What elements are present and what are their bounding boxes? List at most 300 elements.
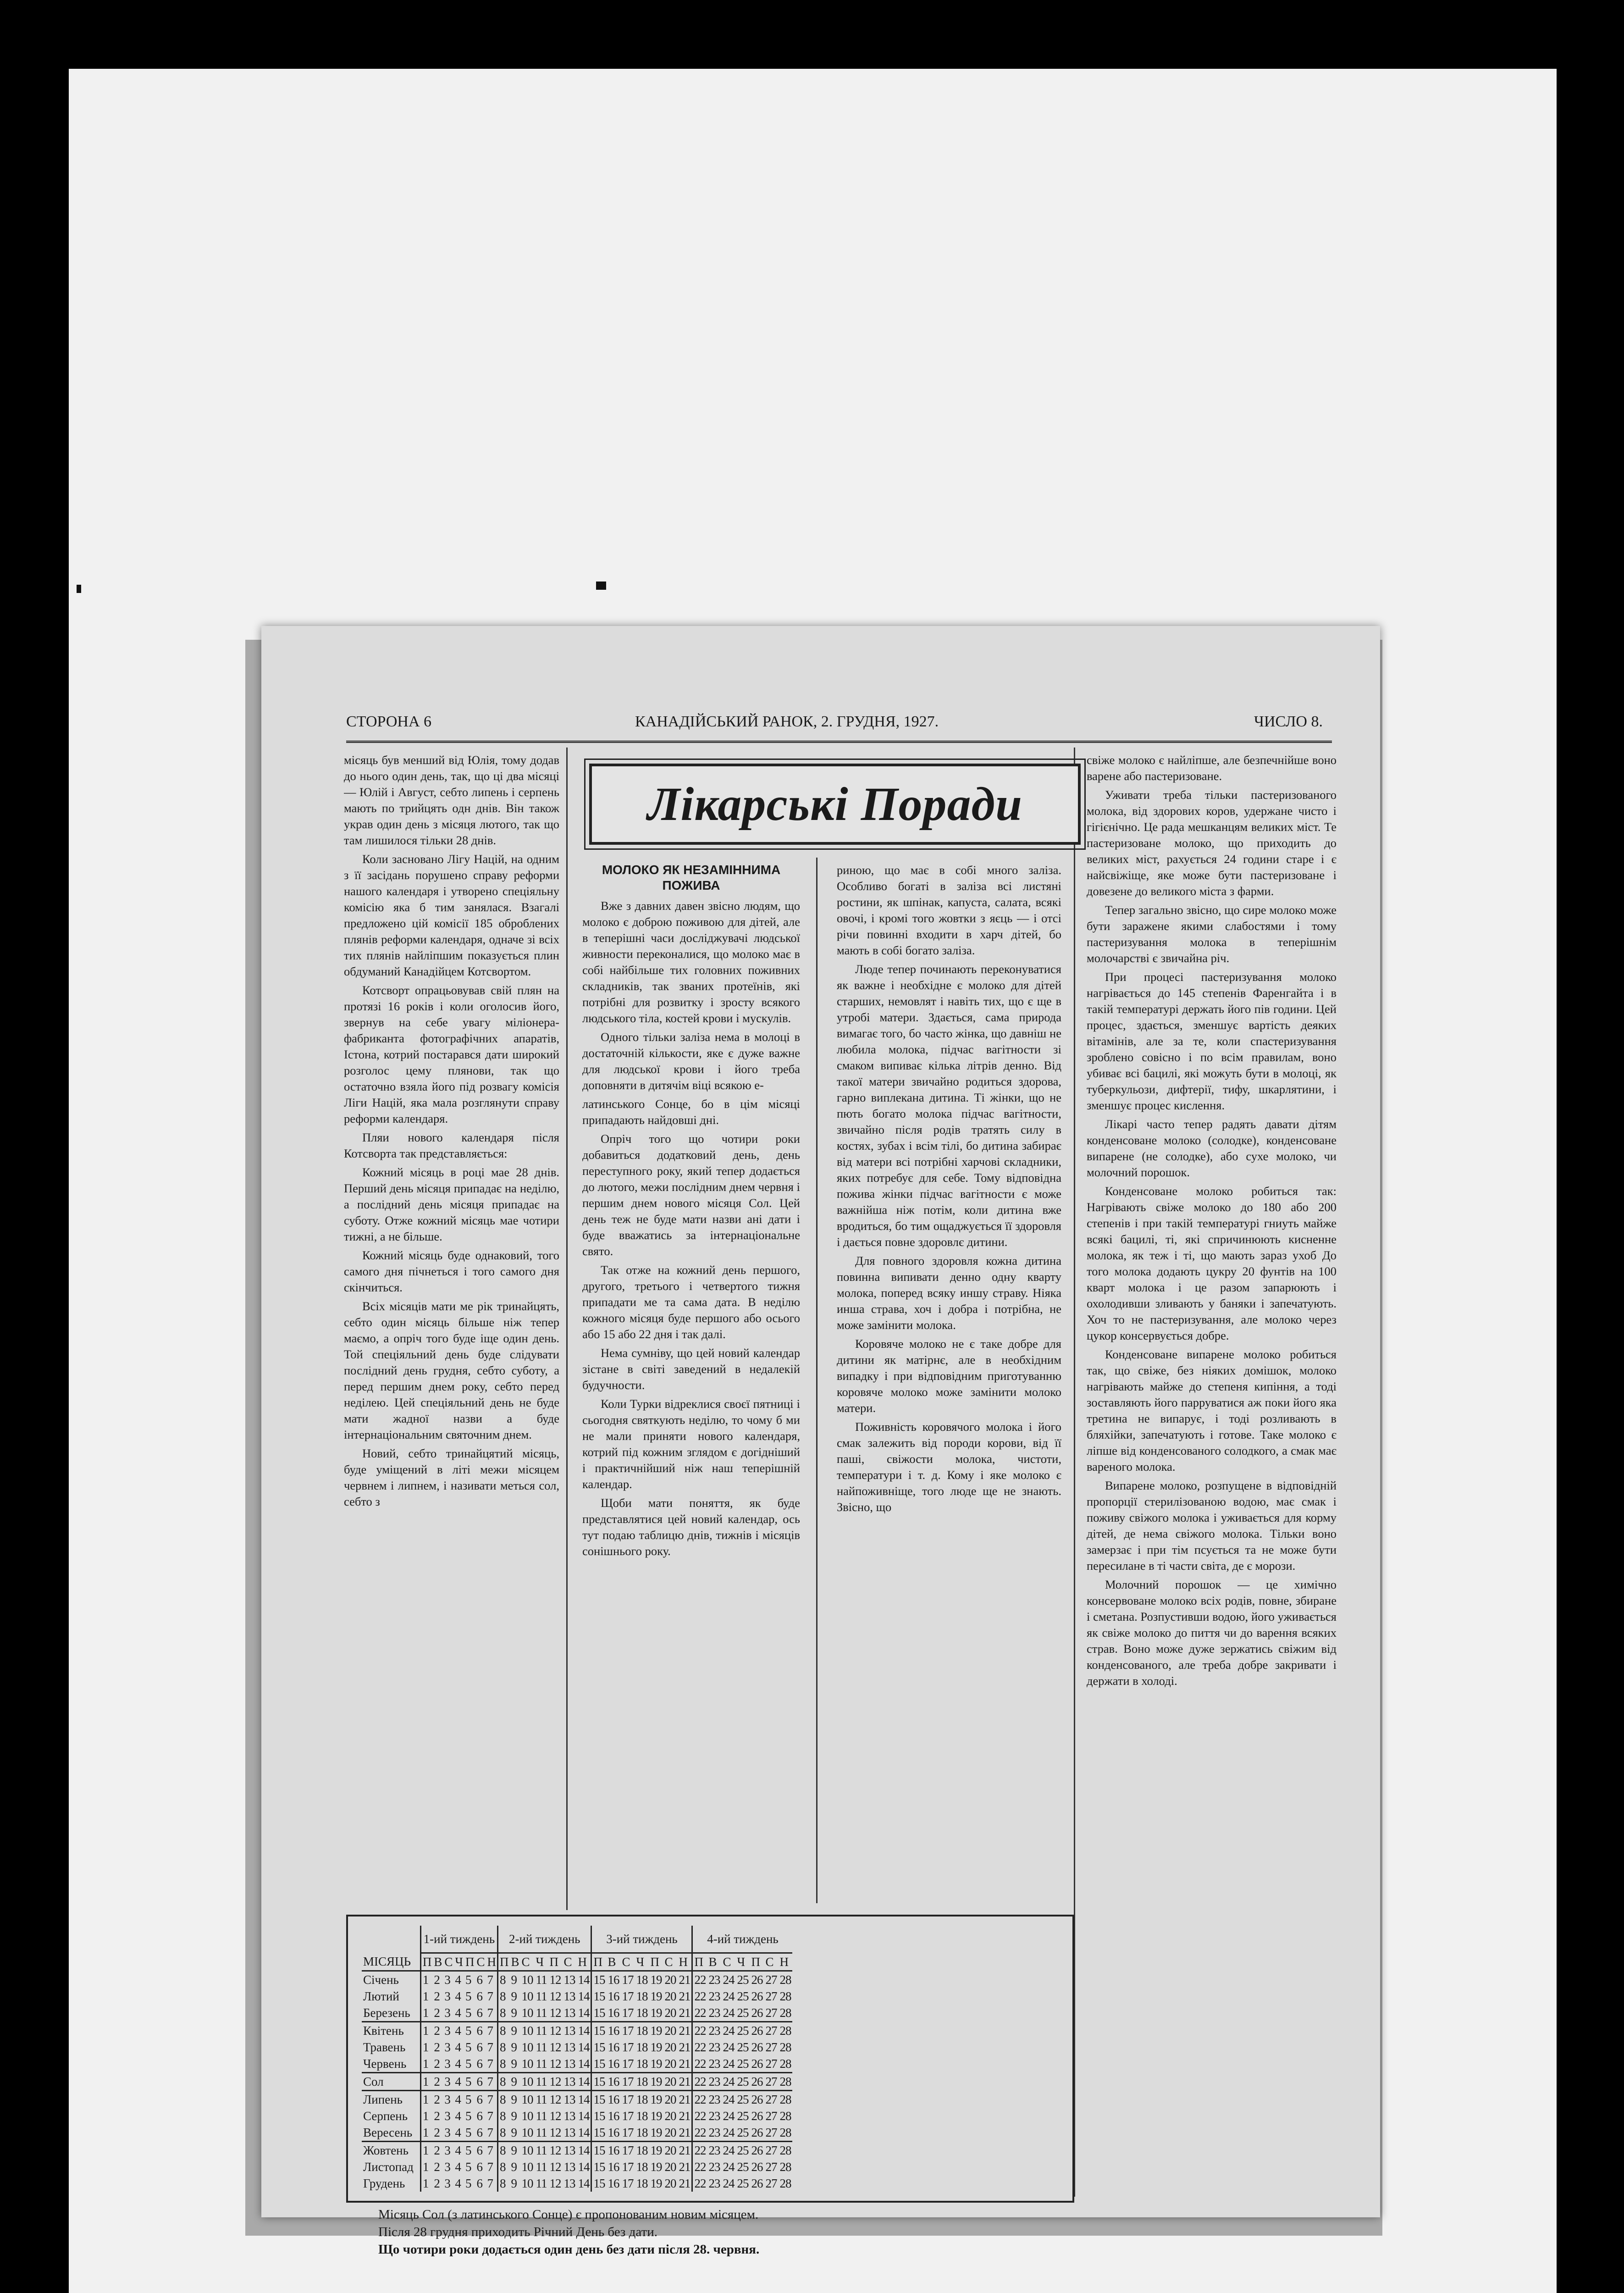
day-letter: Ч — [636, 1955, 644, 1969]
day-number: 5 — [464, 2022, 475, 2039]
day-number: 17 — [622, 2040, 634, 2054]
paragraph: Новий, себто тринайцятий місяць, буде умiщений в літі межи місяцем червнем і липнем, і називати меться сол, себто з — [344, 1446, 559, 1508]
day-number: 1 — [420, 2022, 432, 2039]
day-number: 7 — [486, 2022, 497, 2039]
day-number: 19 — [650, 1989, 662, 2003]
day-number: 23 — [708, 2040, 720, 2054]
day-number: 13 — [563, 2109, 575, 2123]
day-number: 20 — [663, 1971, 677, 1988]
day-number: 11 — [534, 2022, 548, 2039]
day-number: 28 — [778, 2022, 792, 2039]
day-number: 21 — [679, 1989, 690, 2003]
paragraph: Конденсоване випарене молоко робиться так, що свіже, без ніяких домішок, молоко нагрівають майже до степеня кипіння, а тоді зоставляють його парруватися аж поки його яка третина не випарує, і тоді розливають в бляхійки, запечатують і готове. Таке молоко є ліпше від конденсованого солодкого, а смак має вареного молока. — [1087, 1347, 1337, 1473]
day-number: 8 — [497, 2022, 509, 2039]
day-number: 17 — [620, 2022, 635, 2039]
month-name: Січень — [362, 1971, 420, 1988]
month-name: Травень — [363, 2040, 406, 2054]
day-number: 26 — [751, 2160, 763, 2174]
calendar-table — [362, 1926, 792, 2192]
film-speck — [596, 582, 606, 590]
month-name: Листопад — [363, 2160, 414, 2174]
paragraph: Люде тепер починають переконуватися як важне і необхідне є молоко для дітей старших, немовлят і навіть тих, що є ще в утробі матери. Здається, сама природа вимагає того, бо часто жінка, що давніш не любила молока, підчас вагітности зі смаком випиває кілька літрів денно. Від такої матери звичайно родиться здорова, гарно виплекана дитина. Ті жінки, що не пють богато молока підчас вагітности, звичайно після родів тратять силу в костях, зубах і всім тілі, бо дитина забирає від матери всі потрібні харчові складники, яких потребує для себе. Тому відповідна пожива жінки підчас вагітности є може важнійша ніж потім, коли дитина вже вродиться, бо тим ощаджується її здоровля і дається повне здоровлє дитини. — [837, 962, 1061, 1249]
day-number: 15 — [591, 1988, 607, 2005]
day-number: 4 — [455, 2056, 461, 2071]
day-number: 18 — [635, 2142, 649, 2159]
day-letter: Н — [779, 1955, 788, 1969]
month-name: Березень — [363, 2005, 410, 2020]
day-number: 8 — [497, 2124, 509, 2142]
day-number: 1 — [420, 2108, 432, 2124]
day-number: 11 — [536, 2005, 547, 2020]
day-number: 22 — [692, 2175, 707, 2192]
month-row — [362, 2039, 792, 2055]
day-number: 26 — [750, 2091, 764, 2108]
month-row — [362, 1971, 792, 1988]
day-number: 28 — [779, 2176, 791, 2190]
day-number: 1 — [420, 2159, 432, 2175]
day-number: 16 — [606, 2142, 620, 2159]
day-number: 2 — [432, 2073, 443, 2091]
day-number: 16 — [608, 2160, 619, 2174]
day-number: 28 — [779, 2125, 791, 2139]
day-number: 8 — [497, 1971, 509, 1988]
day-letter: В — [708, 1955, 717, 1969]
day-number: 6 — [476, 1989, 482, 2003]
month-name: Вересень — [363, 2125, 413, 2139]
day-letter: С — [521, 1955, 530, 1969]
day-number: 20 — [664, 2109, 676, 2123]
day-number: 24 — [721, 2022, 735, 2039]
day-number: 27 — [765, 2176, 777, 2190]
day-number: 26 — [751, 2056, 763, 2071]
day-number: 21 — [677, 2022, 692, 2039]
day-number: 18 — [636, 2040, 648, 2054]
day-number: 9 — [509, 2073, 520, 2091]
day-number: 22 — [692, 2022, 707, 2039]
day-number: 3 — [443, 2091, 453, 2108]
day-number: 7 — [486, 1971, 497, 1988]
day-number: 1 — [420, 2055, 432, 2073]
day-number: 5 — [465, 2125, 471, 2139]
paragraph: Нема сумніву, що цей новий календар зістане в світі заведений в недалекій будучности. — [582, 1346, 800, 1392]
day-number: 16 — [606, 1971, 620, 1988]
day-number: 8 — [497, 2142, 509, 2159]
day-number: 27 — [765, 2056, 777, 2071]
day-number: 21 — [677, 1971, 692, 1988]
day-number: 6 — [475, 2142, 486, 2159]
day-number: 14 — [576, 2022, 591, 2039]
day-number: 13 — [562, 1971, 576, 1988]
day-number: 28 — [778, 1971, 792, 1988]
day-number: 6 — [476, 2040, 482, 2054]
day-number: 25 — [737, 2109, 749, 2123]
day-number: 5 — [464, 2073, 475, 2091]
day-number: 25 — [737, 2160, 749, 2174]
day-number: 2 — [432, 2091, 443, 2108]
column-rule — [566, 748, 568, 1910]
day-number: 19 — [650, 2125, 662, 2139]
paragraph: При процесі пастеризування молоко нагрівається до 145 степенів Фаренгайта і в такій температурі держать його пів години. Цей процес, здається, зменшує вартість деяких вітамінів, але за те, коли спастеризування зроблено совісно і по всім правилам, воно убиває всі бацилі, які можуть бути в молоці, як туберкульози, дифтерії, тифу, шкарлятини, і зменшує процес кислення. — [1087, 970, 1337, 1112]
day-number: 9 — [511, 2109, 517, 2123]
day-number: 9 — [511, 2005, 517, 2020]
day-number: 24 — [723, 2160, 735, 2174]
day-number: 5 — [464, 2091, 475, 2108]
day-number: 13 — [563, 2160, 575, 2174]
paragraph: Пляи нового календаря після Котсворта так представляється: — [344, 1130, 559, 1160]
day-letter: П — [549, 1955, 558, 1969]
day-number: 5 — [465, 1989, 471, 2003]
day-number: 13 — [563, 2005, 575, 2020]
day-number: 13 — [562, 2091, 576, 2108]
day-number: 25 — [735, 2022, 750, 2039]
day-number: 7 — [487, 1989, 493, 2003]
day-number: 19 — [649, 2091, 663, 2108]
day-number: 23 — [708, 2176, 720, 2190]
day-number: 16 — [608, 2125, 619, 2139]
paragraph: Молочний порошок — це химічно консервоване молоко всіх родів, повне, збиране і сметана. Розпустивши водою, його уживається як свіже молоко до пиття чи до варення всяких страв. Воно може дуже зержатись свіжим від конденсованого, але треба добре закривати і держати в холоді. — [1087, 1578, 1337, 1688]
day-number: 4 — [453, 2022, 464, 2039]
day-number: 7 — [486, 2142, 497, 2159]
day-number: 4 — [455, 2160, 461, 2174]
day-number: 25 — [737, 2005, 749, 2020]
paragraph: Тепер загально звісно, що сире молоко може бути заражене якими слабостями і тому пастеризування молока в теперішнім молочарстві є звичайна річ. — [1087, 903, 1337, 965]
day-number: 24 — [723, 2040, 735, 2054]
day-number: 15 — [591, 2005, 607, 2022]
day-number: 14 — [576, 1971, 591, 1988]
day-number: 18 — [636, 2005, 648, 2020]
day-number: 26 — [750, 1971, 764, 1988]
day-number: 10 — [521, 2176, 533, 2190]
paragraph: риною, що має в собі много заліза. Особливо богаті в заліза всі листяні ростини, як шпінак, капуста, салата, всякі овочі, і кромі того жовтки з яєць — і отсі річи повинні входити в харч дітей, бо мають в собі богато заліза. — [837, 863, 1061, 957]
day-number: 9 — [509, 2142, 520, 2159]
day-number: 13 — [563, 2056, 575, 2071]
section-masthead — [589, 764, 1081, 845]
day-number: 19 — [650, 2160, 662, 2174]
paragraph: Так отже на кожний день першого, другого, третього і четвертого тижня припадати ме та сама дата. В неділю кожного місяця буде першого або осього або 15 або 22 дня і так далі. — [582, 1263, 800, 1341]
day-number: 15 — [591, 2073, 607, 2091]
day-number: 24 — [721, 2073, 735, 2091]
day-number: 2 — [432, 1971, 443, 1988]
day-number: 21 — [679, 2005, 690, 2020]
day-number: 16 — [608, 1989, 619, 2003]
day-number: 14 — [578, 2125, 590, 2139]
month-row — [362, 2073, 792, 2091]
day-number: 22 — [692, 2073, 707, 2091]
day-letter: С — [622, 1955, 630, 1969]
day-number: 28 — [779, 1989, 791, 2003]
day-number: 20 — [663, 2073, 677, 2091]
day-number: 16 — [608, 2056, 619, 2071]
day-letter: Ч — [737, 1955, 745, 1969]
day-number: 15 — [591, 2124, 607, 2142]
day-letter: В — [511, 1955, 519, 1969]
day-number: 4 — [453, 2142, 464, 2159]
paragraph: Коли засновано Лігу Націй, на одним з її засідань порушено справу реформи нашого календаря і утворено спеціяльну комісію яка б тим занялася. Взагалі предложено цій комісії 185 оброблених плянів реформи календаря, одначе зі всіх тих плянів найліпшим показується плин обдуманий Канадійцем Котсвортом. — [344, 852, 559, 978]
day-number: 7 — [487, 2160, 493, 2174]
day-number: 21 — [677, 2142, 692, 2159]
day-number: 19 — [650, 2005, 662, 2020]
day-number: 2 — [434, 2176, 440, 2190]
day-number: 10 — [521, 2125, 533, 2139]
day-number: 26 — [751, 2109, 763, 2123]
paragraph: Коровяче молоко не є таке добре для дитини як матірнє, але в необхідним випадку і при відповідним приготуванню коровяче молоко може замінити молоко матери. — [837, 1337, 1061, 1415]
day-number: 20 — [664, 2005, 676, 2020]
day-number: 23 — [708, 2056, 720, 2071]
day-number: 12 — [549, 1989, 561, 2003]
day-number: 15 — [591, 2159, 607, 2175]
month-name: Сол — [362, 2073, 420, 2091]
day-number: 4 — [453, 1971, 464, 1988]
day-number: 6 — [475, 2091, 486, 2108]
day-number: 16 — [608, 2040, 619, 2054]
paragraph: Вже з давних давен звісно людям, що молоко є доброю поживою для дітей, але в теперішні часи досліджувачі людської живности переконалися, що молоко має в собі найбільше тих головних поживних складників, так званих протеїнів, які потрібні для розвитку і зросту всякого людського тіла, костей крови і мускулів. — [582, 899, 800, 1025]
month-row — [362, 2005, 792, 2022]
day-number: 3 — [444, 1989, 450, 2003]
month-row — [362, 2108, 792, 2124]
day-number: 12 — [548, 2142, 562, 2159]
day-number: 2 — [434, 2160, 440, 2174]
day-number: 8 — [497, 2005, 509, 2022]
day-number: 19 — [649, 1971, 663, 1988]
day-number: 18 — [636, 2109, 648, 2123]
day-number: 12 — [549, 2109, 561, 2123]
day-letter: Н — [679, 1955, 687, 1969]
day-number: 4 — [455, 2040, 461, 2054]
day-number: 9 — [511, 2160, 517, 2174]
day-number: 3 — [444, 2125, 450, 2139]
day-number: 12 — [549, 2125, 561, 2139]
day-number: 22 — [692, 1971, 707, 1988]
day-number: 27 — [764, 2142, 778, 2159]
day-number: 3 — [444, 2005, 450, 2020]
paragraph: Конденсоване молоко робиться так: Нагрівають свіже молоко до 180 або 200 степенів і при такій температурі гниуть майже всякі бацилі, ті, які спричинюють кисненне молока, як теж і ті, що мають зараз ухоб До того молока додають цукру 20 фунтів на 100 кварт молока і це разом запарюють і охолодивши зливають у баняки і запечатують. Хоч то не пастеризування, але молоко через цукор консервується добре. — [1087, 1184, 1337, 1342]
day-number: 13 — [563, 1989, 575, 2003]
month-row — [362, 2159, 792, 2175]
month-row — [362, 2124, 792, 2142]
day-number: 16 — [606, 2022, 620, 2039]
day-number: 1 — [420, 2091, 432, 2108]
day-number: 15 — [591, 2175, 607, 2192]
day-number: 7 — [487, 2176, 493, 2190]
day-number: 21 — [679, 2040, 690, 2054]
day-letter: П — [497, 1953, 509, 1971]
day-number: 17 — [620, 1971, 635, 1988]
day-number: 24 — [723, 1989, 735, 2003]
day-letter: Ч — [455, 1955, 463, 1969]
day-letter: Ч — [536, 1955, 544, 1969]
day-number: 7 — [487, 2109, 493, 2123]
day-number: 17 — [620, 2142, 635, 2159]
day-number: 2 — [434, 2005, 440, 2020]
day-number: 13 — [563, 2040, 575, 2054]
day-number: 24 — [723, 2125, 735, 2139]
day-number: 17 — [622, 2005, 634, 2020]
day-number: 6 — [475, 1971, 486, 1988]
paragraph: Випарене молоко, розпущене в відповідній пропорції стерилізованою водою, має смак і поживу свіжого молока і уживається для корму дітей, де нема свіжого молока. Тільки воно замерзає і при тім псується та не може бути пересилане в ті части світа, де є морози. — [1087, 1479, 1337, 1573]
day-number: 17 — [622, 2160, 634, 2174]
masthead-title: Лікарські Поради — [647, 778, 1022, 831]
day-number: 2 — [434, 2056, 440, 2071]
day-number: 14 — [578, 2109, 590, 2123]
day-letter-row — [362, 1953, 792, 1971]
day-letter: П — [465, 1955, 474, 1969]
day-number: 20 — [664, 2056, 676, 2071]
day-number: 25 — [735, 2142, 750, 2159]
day-number: 25 — [737, 2056, 749, 2071]
paragraph: Опріч того що чотири роки добавиться додатковий день, день переступного року, який тепер додається до лютого, межи послідним днем червня і першим днем нового місяця Сол. Цей день теж не буде мати назви ані дати і буде вважатись за інтернаціональне свято. — [582, 1132, 800, 1258]
week-header: 4-ий тиждень — [692, 1926, 793, 1953]
day-number: 10 — [521, 2005, 533, 2020]
day-number: 21 — [677, 2073, 692, 2091]
column-rule — [816, 858, 818, 1903]
day-number: 9 — [511, 2125, 517, 2139]
day-letter: В — [434, 1955, 442, 1969]
day-number: 21 — [679, 2160, 690, 2174]
day-number: 12 — [549, 2160, 561, 2174]
day-number: 1 — [420, 2175, 432, 2192]
day-number: 14 — [578, 2160, 590, 2174]
day-number: 11 — [534, 2091, 548, 2108]
day-number: 10 — [520, 2091, 534, 2108]
day-number: 14 — [578, 2040, 590, 2054]
day-letter: С — [444, 1955, 453, 1969]
page-header — [346, 713, 1332, 743]
day-number: 27 — [765, 1989, 777, 2003]
day-number: 24 — [721, 2091, 735, 2108]
day-number: 27 — [765, 2160, 777, 2174]
day-number: 28 — [779, 2005, 791, 2020]
day-number: 20 — [663, 2022, 677, 2039]
day-number: 2 — [434, 2109, 440, 2123]
day-letter: В — [608, 1955, 616, 1969]
day-number: 28 — [778, 2091, 792, 2108]
day-number: 19 — [650, 2109, 662, 2123]
day-number: 11 — [534, 2073, 548, 2091]
day-number: 8 — [497, 1988, 509, 2005]
day-number: 7 — [486, 2073, 497, 2091]
day-number: 15 — [591, 2091, 607, 2108]
day-number: 27 — [764, 2073, 778, 2091]
day-number: 4 — [455, 2125, 461, 2139]
day-letter: П — [650, 1955, 659, 1969]
day-number: 18 — [636, 2056, 648, 2071]
day-number: 25 — [735, 2091, 750, 2108]
day-number: 16 — [608, 2005, 619, 2020]
day-number: 21 — [679, 2109, 690, 2123]
day-number: 1 — [420, 2005, 432, 2022]
calendar-footnote — [378, 2206, 1066, 2258]
day-number: 23 — [707, 2091, 721, 2108]
day-number: 23 — [707, 2142, 721, 2159]
day-number: 20 — [664, 2176, 676, 2190]
day-number: 10 — [521, 2160, 533, 2174]
day-number: 11 — [534, 1971, 548, 1988]
article-column-2 — [582, 862, 800, 1899]
month-column-header: МІСЯЦЬ — [363, 1954, 411, 1968]
day-number: 22 — [692, 1988, 707, 2005]
day-number: 1 — [420, 2039, 432, 2055]
day-number: 9 — [511, 2056, 517, 2071]
day-number: 4 — [455, 1989, 461, 2003]
day-number: 14 — [576, 2091, 591, 2108]
day-number: 4 — [453, 2073, 464, 2091]
day-number: 22 — [692, 2039, 707, 2055]
day-number: 15 — [591, 2142, 607, 2159]
day-number: 17 — [620, 2073, 635, 2091]
day-number: 12 — [548, 2022, 562, 2039]
day-number: 18 — [635, 2073, 649, 2091]
day-number: 3 — [443, 2073, 453, 2091]
day-number: 5 — [464, 2142, 475, 2159]
day-number: 19 — [650, 2176, 662, 2190]
calendar-table-box — [346, 1915, 1074, 2203]
day-number: 3 — [444, 2176, 450, 2190]
day-number: 26 — [751, 2125, 763, 2139]
week-header: 3-ий тиждень — [591, 1926, 692, 1953]
day-number: 23 — [707, 2073, 721, 2091]
day-number: 19 — [649, 2022, 663, 2039]
day-number: 17 — [622, 1989, 634, 2003]
day-number: 28 — [779, 2109, 791, 2123]
day-number: 26 — [750, 2142, 764, 2159]
day-number: 4 — [455, 2176, 461, 2190]
day-number: 3 — [443, 1971, 453, 1988]
day-number: 10 — [521, 2056, 533, 2071]
day-number: 19 — [649, 2073, 663, 2091]
day-number: 3 — [444, 2056, 450, 2071]
month-name: Липень — [362, 2091, 420, 2108]
day-number: 27 — [764, 1971, 778, 1988]
issue-number: ЧИСЛО 8. — [1254, 713, 1323, 730]
calendar-article-column — [344, 752, 559, 1908]
footnote-line: Місяць Сол (з латинського Сонце) є пропонованим новим місяцем. — [378, 2207, 759, 2222]
day-number: 13 — [562, 2073, 576, 2091]
day-letter: С — [563, 1955, 572, 1969]
day-number: 13 — [562, 2142, 576, 2159]
newspaper-page — [261, 626, 1380, 2257]
day-number: 6 — [475, 2022, 486, 2039]
day-number: 25 — [737, 2040, 749, 2054]
day-number: 4 — [455, 2109, 461, 2123]
paragraph: Для повного здоровля кожна дитина повинна випивати денно одну кварту молока, поперед всяку иншу страву. Ніяка инша страва, хоч і добра і потрібна, не може замінити молока. — [837, 1254, 1061, 1332]
day-number: 6 — [476, 2005, 482, 2020]
day-letter: П — [751, 1955, 760, 1969]
month-name: Квітень — [362, 2022, 420, 2039]
day-number: 11 — [536, 2125, 547, 2139]
day-number: 9 — [511, 2040, 517, 2054]
day-number: 20 — [664, 2160, 676, 2174]
paragraph: Всіх місяців мати ме рік тринайцять, себто один місяць більше ніж тепер маємо, а опріч того буде іще один день. Той спеціяльний день буде слідувати послідний день грудня, себто суботу, а перед першим днем року, себто перед неділею. Цей спеціяльний день не буде мати жадної назви а буде інтернаціональним святочним днем. — [344, 1299, 559, 1441]
day-number: 28 — [778, 2142, 792, 2159]
day-number: 18 — [636, 1989, 648, 2003]
day-number: 17 — [620, 2091, 635, 2108]
day-number: 11 — [536, 2160, 547, 2174]
day-number: 19 — [650, 2040, 662, 2054]
day-number: 6 — [476, 2160, 482, 2174]
day-number: 14 — [578, 1989, 590, 2003]
day-letter: С — [723, 1955, 731, 1969]
day-number: 3 — [444, 2160, 450, 2174]
day-number: 15 — [591, 2022, 607, 2039]
day-number: 8 — [497, 2055, 509, 2073]
day-number: 17 — [622, 2056, 634, 2071]
day-number: 25 — [737, 2176, 749, 2190]
paragraph: Коли Турки відреклися своєї пятниці і сьогодня святкують неділю, то чому б ми не мали приняти нового календаря, котрий під кожним зглядом є догідніший і практичнійший ніж наш теперішній календар. — [582, 1397, 800, 1491]
day-letter: С — [765, 1955, 773, 1969]
day-number: 4 — [455, 2005, 461, 2020]
day-number: 10 — [520, 2073, 534, 2091]
day-number: 12 — [549, 2040, 561, 2054]
